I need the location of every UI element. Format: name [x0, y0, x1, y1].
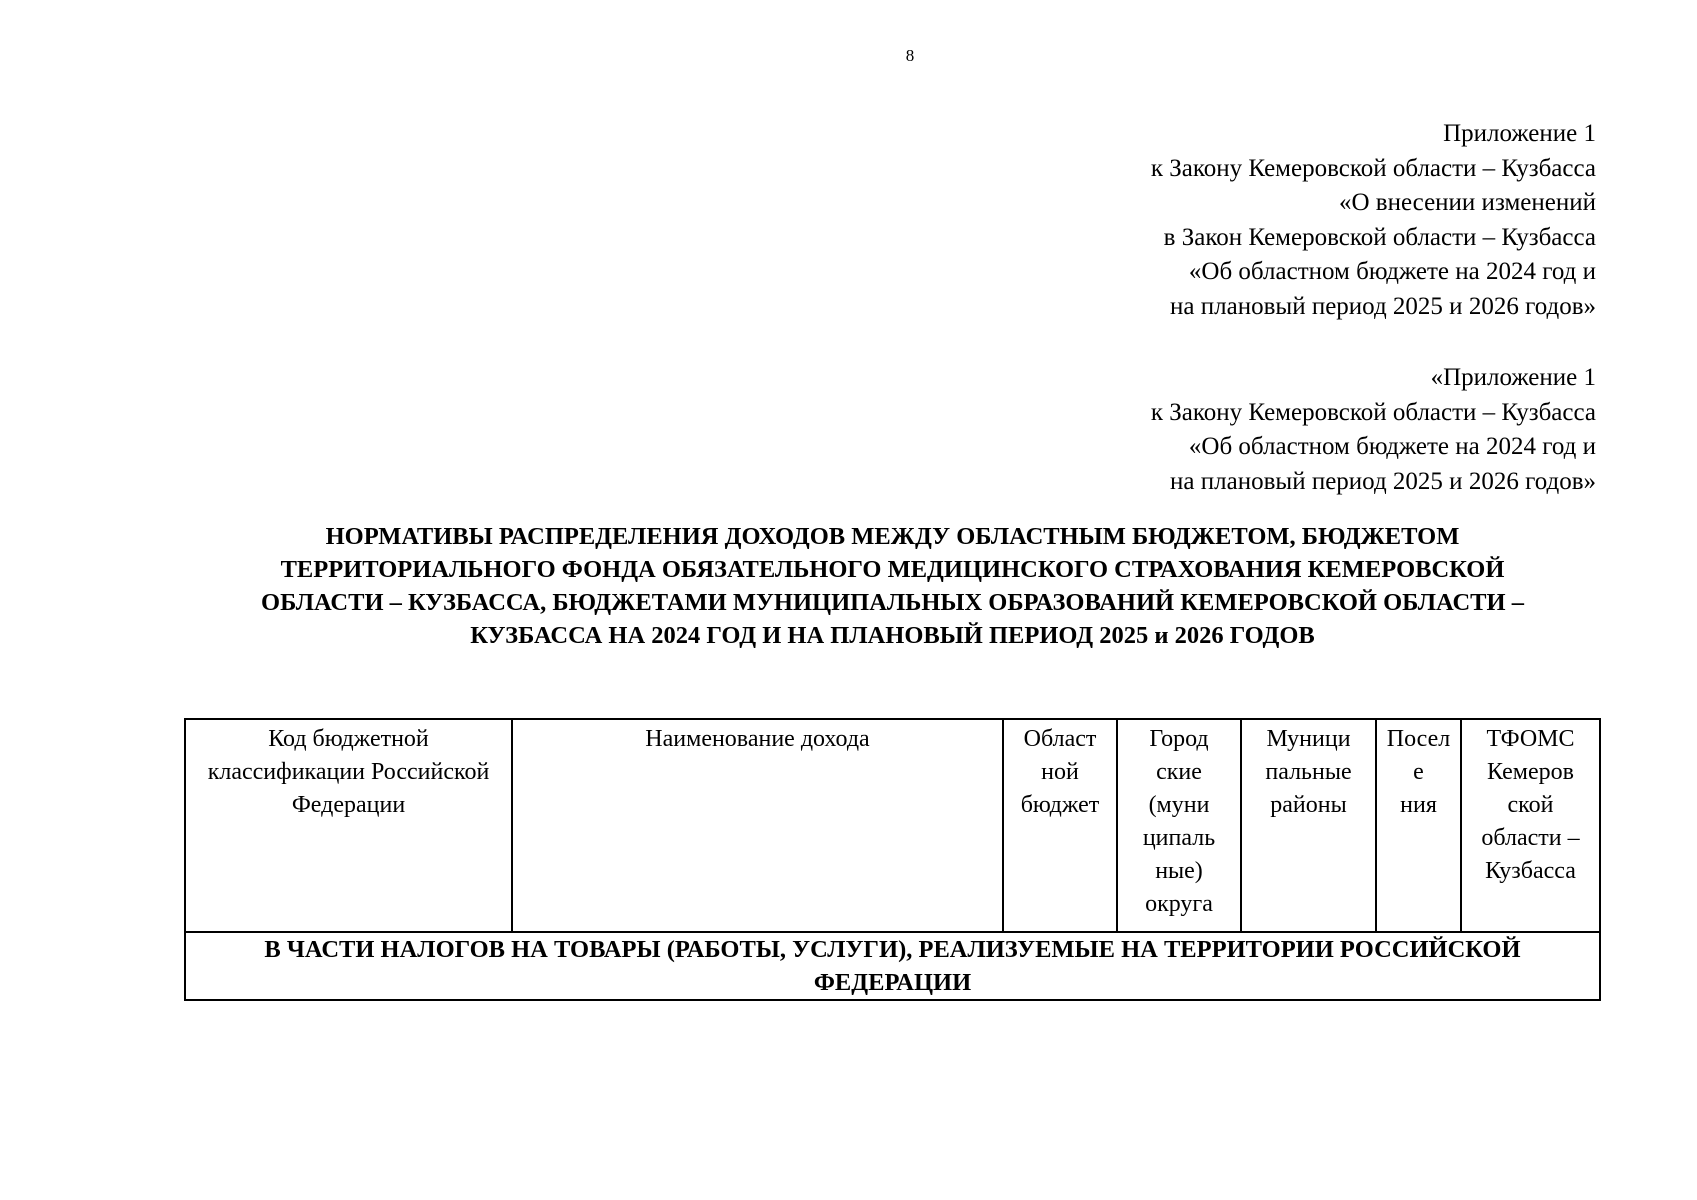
title-line: КУЗБАССА НА 2024 ГОД И НА ПЛАНОВЫЙ ПЕРИОД 2025 и 2026 ГОДОВ [470, 622, 1315, 649]
document-title [185, 520, 1600, 652]
title-line: НОРМАТИВЫ РАСПРЕДЕЛЕНИЯ ДОХОДОВ МЕЖДУ ОБЛАСТНЫМ БЮДЖЕТОМ, БЮДЖЕТОМ [325, 523, 1460, 550]
appendix-line: к Закону Кемеровской области – Кузбасса [1150, 398, 1596, 426]
appendix-line: на плановый период 2025 и 2026 годов» [1170, 467, 1596, 495]
title-line: ОБЛАСТИ – КУЗБАССА, БЮДЖЕТАМИ МУНИЦИПАЛЬНЫХ ОБРАЗОВАНИЙ КЕМЕРОВСКОЙ ОБЛАСТИ – [261, 589, 1524, 616]
page-number: 8 [905, 46, 915, 65]
header-settlements: Посел е ния [1376, 719, 1461, 932]
appendix-original-block [1151, 361, 1596, 499]
section-heading: В ЧАСТИ НАЛОГОВ НА ТОВАРЫ (РАБОТЫ, УСЛУГИ), РЕАЛИЗУЕМЫЕ НА ТЕРРИТОРИИ РОССИЙСКОЙ ФЕДЕРАЦИИ [185, 932, 1600, 1000]
norms-table [184, 718, 1601, 1001]
appendix-line: «Об областном бюджете на 2024 год и [1188, 258, 1596, 285]
header-municipal-districts: Муници пальные районы [1241, 719, 1376, 932]
appendix-line: в Закон Кемеровской области – Кузбасса [1163, 223, 1596, 251]
header-regional-budget: Област ной бюджет [1003, 719, 1117, 932]
appendix-line: «Приложение 1 [1430, 364, 1596, 391]
header-city-districts: Город ские (муни ципаль ные) округа [1117, 719, 1241, 932]
appendix-line: «Об областном бюджете на 2024 год и [1188, 433, 1596, 460]
appendix-line: на плановый период 2025 и 2026 годов» [1170, 292, 1596, 320]
header-income-name: Наименование дохода [512, 719, 1003, 932]
title-line: ТЕРРИТОРИАЛЬНОГО ФОНДА ОБЯЗАТЕЛЬНОГО МЕДИЦИНСКОГО СТРАХОВАНИЯ КЕМЕРОВСКОЙ [280, 556, 1505, 583]
appendix-line: к Закону Кемеровской области – Кузбасса [1150, 154, 1596, 182]
appendix-line: «О внесении изменений [1338, 189, 1596, 216]
appendix-line: Приложение 1 [1443, 120, 1596, 147]
header-budget-code: Код бюджетной классификации Российской Федерации [185, 719, 512, 932]
header-tfoms: ТФОМС Кемеров ской области – Кузбасса [1461, 719, 1600, 932]
table-header-row [185, 719, 1600, 932]
appendix-amendment-block [1151, 117, 1596, 324]
table-section-row [185, 932, 1600, 1000]
